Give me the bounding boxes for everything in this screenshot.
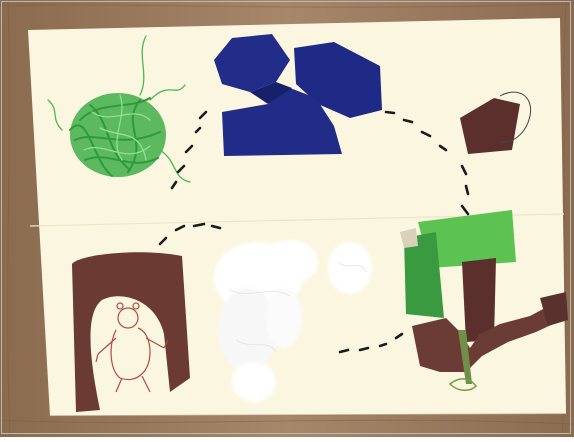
collage-photo	[0, 0, 574, 437]
collage-scene	[0, 0, 574, 437]
